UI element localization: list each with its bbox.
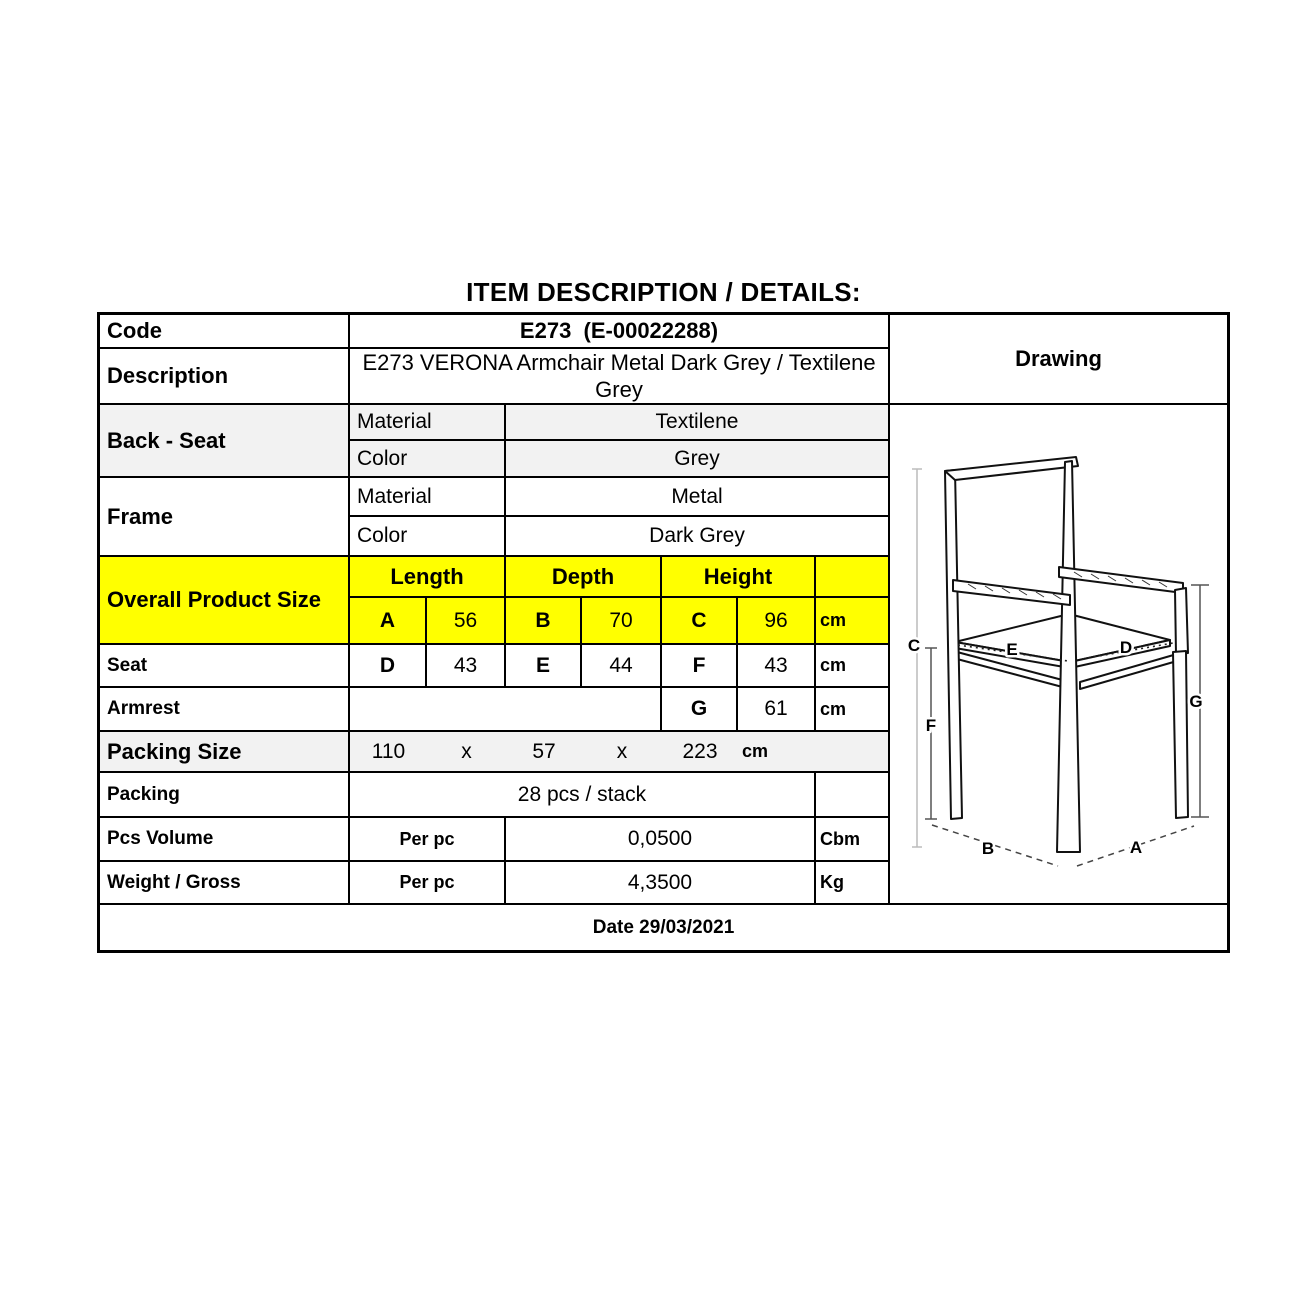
chair-backrest-top-bar xyxy=(945,457,1078,480)
weight-gross-label: Weight / Gross xyxy=(100,862,350,905)
drawing-label-f: F xyxy=(925,716,937,735)
packing-size-unit: cm xyxy=(742,741,769,761)
dim-value-d: 43 xyxy=(427,645,506,688)
packing-label: Packing xyxy=(100,773,350,818)
chair-drawing-svg xyxy=(890,405,1225,903)
dim-value-e: 44 xyxy=(582,645,662,688)
back-seat-color-value: Grey xyxy=(506,441,890,478)
size-header-unit-spacer xyxy=(816,557,890,598)
overall-size-unit: cm xyxy=(816,598,890,645)
code-value: E273 (E-00022288) xyxy=(350,315,890,349)
pcs-volume-per-pc: Per pc xyxy=(350,818,506,862)
description-label: Description xyxy=(100,349,350,405)
drawing-label-c: C xyxy=(907,636,921,655)
chair-armrest-right xyxy=(1059,567,1183,593)
length-header: Length xyxy=(350,557,506,598)
pcs-volume-unit: Cbm xyxy=(816,818,890,862)
packing-size-separator: x xyxy=(461,739,472,763)
packing-empty-cell xyxy=(816,773,890,818)
depth-header: Depth xyxy=(506,557,662,598)
back-seat-material-label: Material xyxy=(350,405,506,441)
weight-gross-unit: Kg xyxy=(816,862,890,905)
dim-key-f: F xyxy=(662,645,738,688)
drawing-label-b: B xyxy=(981,839,995,858)
weight-gross-value: 4,3500 xyxy=(506,862,816,905)
drawing-label-e: E xyxy=(1006,640,1018,659)
frame-color-label: Color xyxy=(350,517,506,557)
page-title: ITEM DESCRIPTION / DETAILS: xyxy=(466,277,861,307)
seat-label: Seat xyxy=(100,645,350,688)
dim-key-c: C xyxy=(662,598,738,645)
dim-line-b xyxy=(932,825,1058,866)
spec-table xyxy=(97,312,1230,953)
dim-key-g: G xyxy=(662,688,738,732)
armrest-unit: cm xyxy=(816,688,890,732)
dim-key-a: A xyxy=(350,598,427,645)
date-row: Date 29/03/2021 xyxy=(100,905,1227,950)
pcs-volume-value: 0,0500 xyxy=(506,818,816,862)
packing-size-length: 110 xyxy=(371,739,406,763)
packing-size-height: 223 xyxy=(682,739,718,763)
drawing-label-g: G xyxy=(1189,692,1203,711)
chair-right-leg xyxy=(1173,651,1188,818)
armrest-label: Armrest xyxy=(100,688,350,732)
pcs-volume-label: Pcs Volume xyxy=(100,818,350,862)
packing-value: 28 pcs / stack xyxy=(350,773,816,818)
packing-size-separator: x xyxy=(616,739,628,763)
drawing-header: Drawing xyxy=(890,315,1227,405)
frame-material-label: Material xyxy=(350,478,506,517)
code-label: Code xyxy=(100,315,350,349)
armrest-empty-cell xyxy=(350,688,662,732)
back-seat-label: Back - Seat xyxy=(100,405,350,478)
dim-value-b: 70 xyxy=(582,598,662,645)
seat-unit: cm xyxy=(816,645,890,688)
drawing-label-d: D xyxy=(1119,638,1133,657)
frame-material-value: Metal xyxy=(506,478,890,517)
chair-front-post xyxy=(1057,461,1080,852)
packing-size-values-cell xyxy=(350,732,890,773)
dim-value-a: 56 xyxy=(427,598,506,645)
description-value: E273 VERONA Armchair Metal Dark Grey / Textilene Grey xyxy=(350,349,890,405)
dim-key-b: B xyxy=(506,598,582,645)
chair-armrest-right-support xyxy=(1175,588,1188,654)
dim-value-f: 43 xyxy=(738,645,816,688)
frame-color-value: Dark Grey xyxy=(506,517,890,557)
back-seat-color-label: Color xyxy=(350,441,506,478)
packing-size-depth: 57 xyxy=(532,739,556,763)
chair-technical-drawing xyxy=(890,405,1227,905)
packing-size-label: Packing Size xyxy=(100,732,350,773)
dim-value-c: 96 xyxy=(738,598,816,645)
frame-label: Frame xyxy=(100,478,350,557)
overall-product-size-label: Overall Product Size xyxy=(100,557,350,645)
dim-key-e: E xyxy=(506,645,582,688)
weight-gross-per-pc: Per pc xyxy=(350,862,506,905)
height-header: Height xyxy=(662,557,816,598)
chair-armrest-left xyxy=(953,580,1070,605)
dim-value-g: 61 xyxy=(738,688,816,732)
drawing-label-a: A xyxy=(1129,838,1143,857)
dim-key-d: D xyxy=(350,645,427,688)
back-seat-material-value: Textilene xyxy=(506,405,890,441)
